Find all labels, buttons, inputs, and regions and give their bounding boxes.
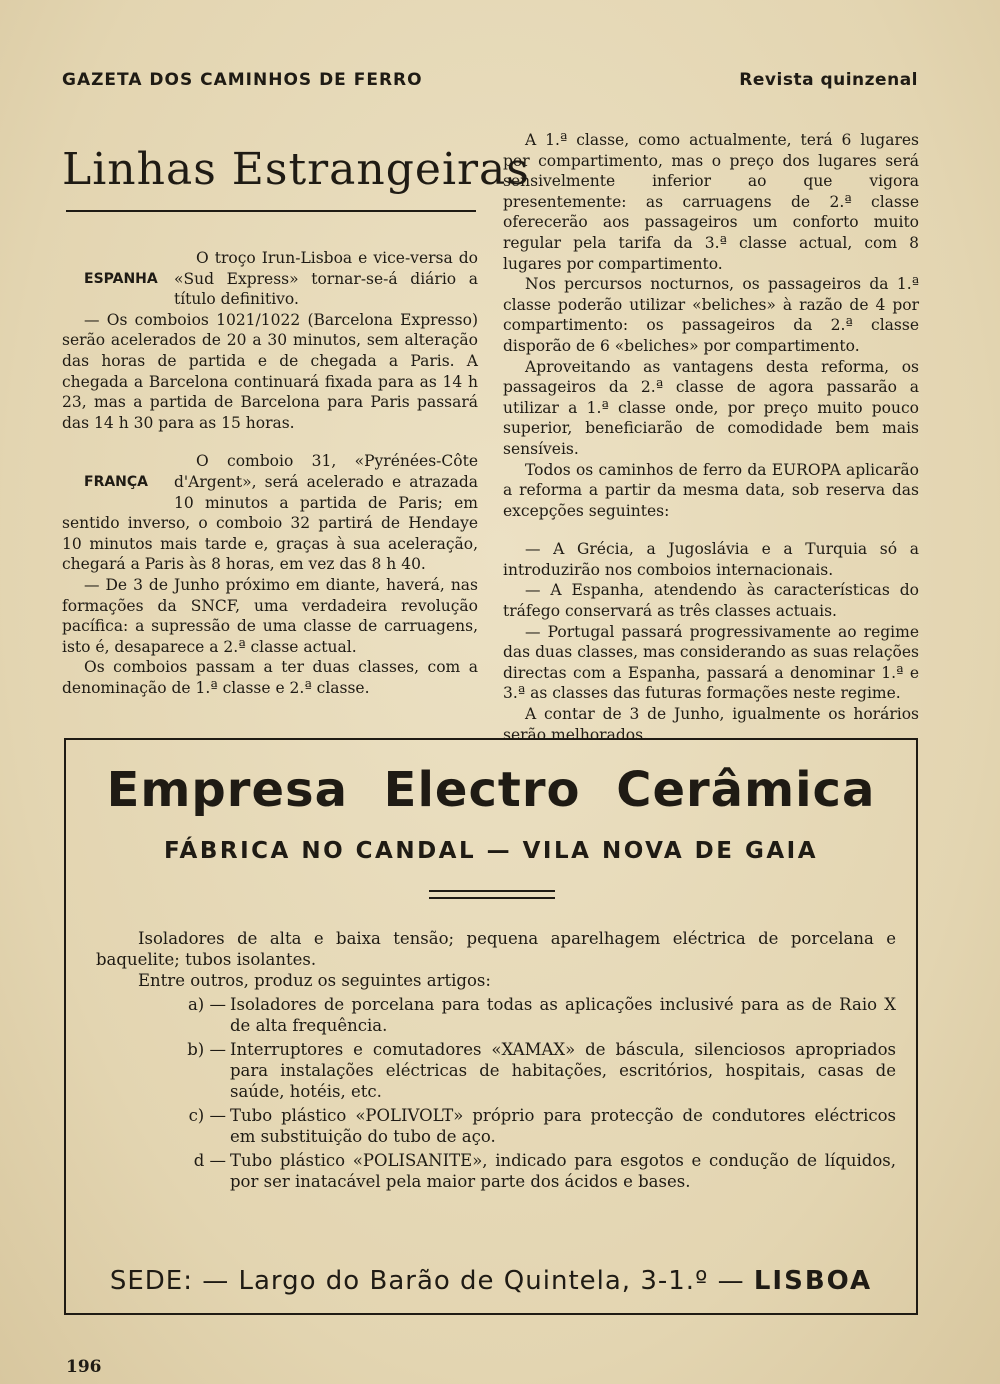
ad-item-marker: b) — (187, 1040, 226, 1059)
running-header (62, 70, 918, 94)
ad-item-text: Tubo plástico «POLISANITE», indicado para esgotos e condução de líquidos, por ser inatacável pela maior parte dos ácidos e bases. (230, 1151, 896, 1191)
section-gap (62, 433, 478, 451)
ad-item-a (96, 994, 896, 1036)
franca-paragraph-3: Os comboios passam a ter duas classes, com a denominação de 1.ª classe e 2.ª classe. (62, 658, 478, 697)
ad-item-marker: d — (193, 1151, 226, 1170)
right-paragraph-4: Todos os caminhos de ferro da EUROPA aplicarão a reforma a partir da mesma data, sob reserva das excepções seguintes: (503, 460, 919, 520)
title-rule (66, 210, 476, 212)
ad-city: LISBOA (753, 1266, 873, 1296)
right-paragraph-1: A 1.ª classe, como actualmente, terá 6 lugares por compartimento, mas o preço dos lugares será sensivelmente inferior ao que vigora presentemente: as carruagens de 2.ª classe oferecerão aos passageiros um conforto muito regular pela tarifa da 3.ª classe actual, com 8 lugares por compartimento. (503, 131, 919, 273)
journal-subtitle: Revista quinzenal (739, 70, 918, 90)
ad-item-text: Interruptores e comutadores «XAMAX» de báscula, silenciosos apropriados para instalações eléctricas de habitações, escritórios, hospitais, casas de saúde, hotéis, etc. (230, 1040, 896, 1101)
espanha-lead-paragraph: O troço Irun-Lisboa e vice-versa do «Sud Express» tornar-se-á diário a título definitivo. (174, 249, 478, 309)
ad-company-name: Empresa Electro Cerâmica (106, 762, 876, 818)
page-number: 196 (66, 1357, 102, 1377)
ad-item-marker: a) — (187, 995, 226, 1014)
ad-intro: Isoladores de alta e baixa tensão; pequena aparelhagem eléctrica de porcelana e baquelite; tubos isolantes. (96, 929, 896, 969)
ad-factory-location: FÁBRICA NO CANDAL — VILA NOVA DE GAIA (163, 838, 819, 864)
franca-lead-paragraph: O comboio 31, «Pyrénées-Côte d'Argent», será acelerado e atrazada 10 minutos a partida de Paris; em sentido inverso, o comboio 32 partirá de Hendaye 10 minutos mais tarde e, graças à sua aceleração, chegará a Paris às 8 horas, em vez das 8 h 40. (62, 452, 478, 574)
ad-item-c (96, 1105, 896, 1147)
exception-greece: — A Grécia, a Jugoslávia e a Turquia só a introduzirão nos comboios internacionais. (503, 540, 919, 579)
ad-item-text: Isoladores de porcelana para todas as aplicações inclusivé para as de Raio X de alta frequência. (230, 995, 896, 1035)
ad-rule-bottom (429, 897, 555, 899)
right-paragraph-closing: A contar de 3 de Junho, igualmente os horários serão melhorados. (503, 705, 919, 744)
ad-item-d (96, 1150, 896, 1192)
advertisement-box (64, 738, 918, 1315)
ad-address-text: SEDE: — Largo do Barão de Quintela, 3-1.º — (109, 1266, 745, 1296)
franca-paragraph-2: — De 3 de Junho próximo em diante, haverá, nas formações da SNCF, uma verdadeira revolução pacífica: a supressão de uma classe de carruagens, isto é, desaparece a 2.ª classe actual. (62, 575, 478, 656)
ad-item-marker: c) — (188, 1106, 226, 1125)
ad-rule-top (429, 890, 555, 892)
exception-portugal: — Portugal passará progressivamente ao regime das duas classes, mas considerando as suas relações directas com a Espanha, passará a denominar 1.ª e 3.ª as classes das futuras formações neste regime. (503, 622, 919, 703)
list-gap (503, 521, 919, 539)
ad-body (96, 928, 896, 1195)
country-label-espanha: ESPANHA (84, 271, 158, 287)
espanha-paragraph-2: — Os comboios 1021/1022 (Barcelona Expresso) serão acelerados de 20 a 30 minutos, sem alteração das horas de partida e de chegada a Paris. A chegada a Barcelona continuará fixada para as 14 h 23, mas a partida de Barcelona para Paris passará das 14 h 30 para as 15 horas. (62, 310, 478, 432)
ad-headquarters-address (66, 1266, 916, 1296)
country-label-franca: FRANÇA (84, 474, 149, 491)
left-column (62, 248, 478, 698)
right-paragraph-2: Nos percursos nocturnos, os passageiros da 1.ª classe poderão utilizar «beliches» à razão de 4 por compartimento: os passageiros da 2.ª classe disporão de 6 «beliches» por compartimento. (503, 275, 919, 355)
ad-intro-2: Entre outros, produz os seguintes artigos: (138, 971, 491, 990)
right-column (503, 130, 919, 745)
right-paragraph-3: Aproveitando as vantagens desta reforma, os passageiros da 2.ª classe de agora passarão a utilizar a 1.ª classe onde, por preço muito pouco superior, beneficiarão de comodidade bem mais sensíveis. (503, 357, 919, 458)
journal-name: GAZETA DOS CAMINHOS DE FERRO (62, 70, 423, 90)
exception-spain: — A Espanha, atendendo às características do tráfego conservará as três classes actuais. (503, 581, 919, 621)
ad-item-text: Tubo plástico «POLIVOLT» próprio para protecção de condutores eléctricos em substituição do tubo de aço. (230, 1106, 896, 1146)
section-title: Linhas Estrangeiras (62, 144, 530, 195)
ad-item-b (96, 1039, 896, 1102)
